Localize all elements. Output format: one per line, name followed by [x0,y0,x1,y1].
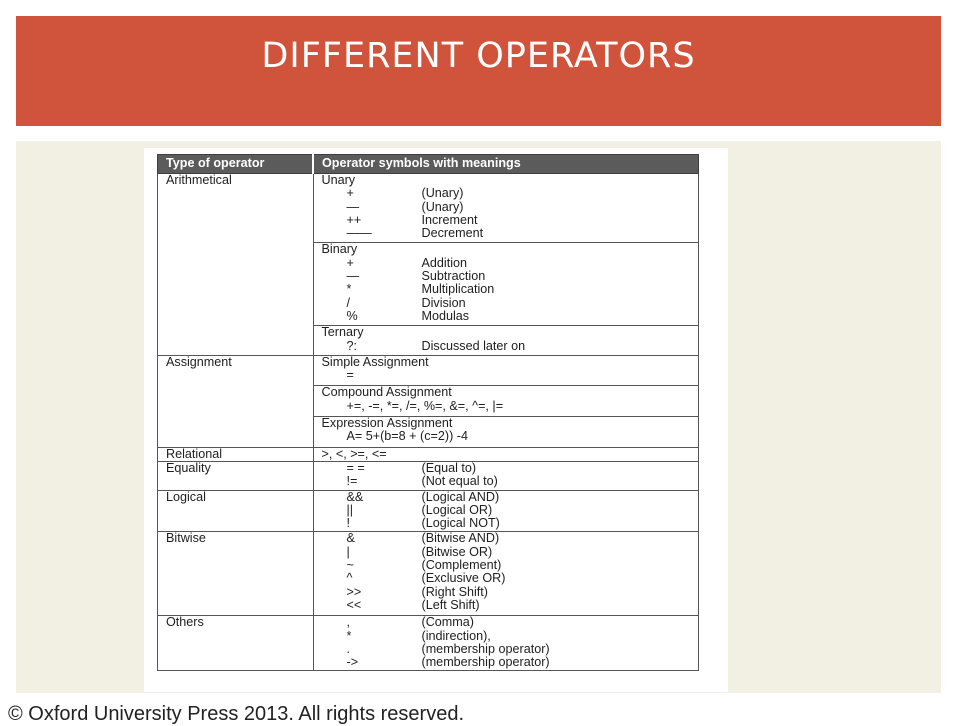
table-row [158,461,699,490]
list-item: * Multiplication [346,282,495,297]
type-logical: Logical [158,490,314,532]
copyright-footer: © Oxford University Press 2013. All rights reserved. [8,703,465,725]
list-item: — (Unary) [346,199,464,214]
cell-value: = [346,368,354,383]
list-item: ! (Logical NOT) [346,516,500,531]
list-item: . (membership operator) [346,641,550,656]
list-item: , (Comma) [346,615,474,630]
list-item: —— Decrement [346,226,484,241]
type-arithmetical: Arithmetical [158,174,314,356]
table-row [158,532,699,616]
table-row [158,490,699,532]
list-item: ~ (Complement) [346,558,502,573]
group-label: Unary [321,173,356,187]
group-expression-assignment [313,417,699,448]
list-item: % Modulas [346,308,470,323]
list-item: + Addition [346,255,468,270]
list-item: — Subtraction [346,269,486,284]
table-header-row [158,155,699,174]
group-bitwise [313,532,699,616]
list-item: != (Not equal to) [346,474,498,489]
list-item: ?: Discussed later on [346,338,526,353]
table-row [158,174,699,243]
cell-value: A= 5+(b=8 + (c=2)) -4 [346,429,468,444]
list-item: && (Logical AND) [346,489,500,504]
group-logical [313,490,699,532]
table-row [158,447,699,461]
header-type: Type of operator [158,155,314,174]
group-label: Expression Assignment [321,416,453,431]
cell-value: >, <, >=, <= [313,447,699,461]
list-item: ^ (Exclusive OR) [346,571,506,586]
group-simple-assignment [313,355,699,386]
group-label: Ternary [321,325,364,340]
table-row [158,616,699,671]
list-item: -> (membership operator) [346,655,550,670]
group-ternary [313,326,699,356]
list-item: & (Bitwise AND) [346,531,500,546]
group-label: Compound Assignment [321,385,452,400]
type-assignment: Assignment [158,355,314,447]
list-item: << (Left Shift) [346,597,480,612]
type-equality: Equality [158,461,314,490]
operators-table-image [144,148,728,692]
table-row [158,355,699,386]
list-item: / Division [346,295,466,310]
list-item: = = (Equal to) [346,460,477,475]
slide-title: DIFFERENT OPERATORS [261,36,696,76]
type-bitwise: Bitwise [158,532,314,616]
group-label: Simple Assignment [321,354,429,369]
cell-value: +=, -=, *=, /=, %=, &=, ^=, |= [346,398,504,413]
list-item: || (Logical OR) [346,502,493,517]
group-compound-assignment [313,386,699,417]
type-others: Others [158,616,314,671]
list-item: | (Bitwise OR) [346,544,493,559]
group-equality [313,461,699,490]
header-symbols: Operator symbols with meanings [313,155,699,174]
group-others [313,616,699,671]
list-item: ++ Increment [346,212,478,227]
group-unary [313,174,699,243]
group-label: Binary [321,242,358,257]
list-item: + (Unary) [346,186,464,201]
group-binary [313,243,699,326]
type-relational: Relational [158,447,314,461]
list-item: >> (Right Shift) [346,584,488,599]
list-item: * (indirection), [346,628,491,643]
title-bar [16,16,941,126]
operators-table [157,154,699,671]
